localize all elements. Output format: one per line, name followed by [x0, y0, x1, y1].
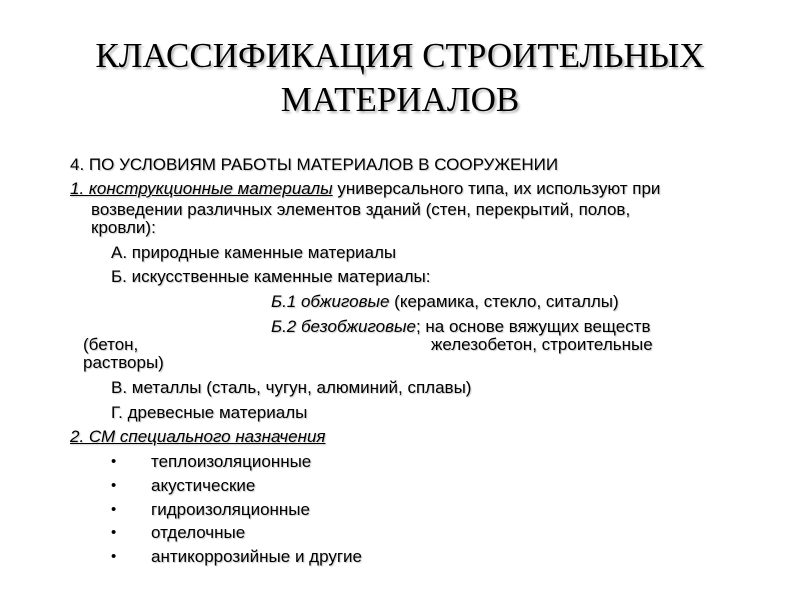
item1-term: 1. конструкционные материалы [70, 179, 333, 198]
list-item-label: теплоизоляционные [151, 452, 312, 471]
bullet-icon: • [111, 524, 117, 541]
slide-title [0, 34, 800, 122]
b2-mortars: растворы) [83, 353, 164, 372]
b1-line [271, 292, 619, 312]
bullet-icon: • [111, 453, 117, 470]
bullet-icon: • [111, 548, 117, 565]
item1-line2: возведении различных элементов зданий (стен, перекрытий, полов, [91, 200, 631, 219]
sub-v: В. металлы (сталь, чугун, алюминий, сплавы) [111, 378, 472, 397]
section-heading: 4. ПО УСЛОВИЯМ РАБОТЫ МАТЕРИАЛОВ В СООРУЖЕНИИ [70, 155, 559, 174]
list-item-label: акустические [151, 476, 256, 495]
sub-a: А. природные каменные материалы [111, 243, 397, 262]
b2-concrete: (бетон, [83, 335, 139, 354]
sub-g: Г. древесные материалы [111, 403, 308, 422]
item1-line3: кровли): [91, 218, 156, 237]
item1-desc-start: универсального типа, их используют при [332, 179, 661, 198]
item1-line1 [70, 179, 660, 199]
b2-reinforced: железобетон, строительные [431, 335, 653, 354]
title-line-1: КЛАССИФИКАЦИЯ СТРОИТЕЛЬНЫХ [95, 36, 705, 75]
list-item-label: гидроизоляционные [151, 500, 310, 519]
title-line-2: МАТЕРИАЛОВ [280, 80, 520, 119]
sub-b: Б. искусственные каменные материалы: [111, 267, 431, 286]
bullet-icon: • [111, 501, 117, 518]
item2-heading: 2. СМ специального назначения [70, 427, 326, 446]
b2-term: Б.2 безобжиговые [271, 317, 416, 336]
list-item-label: отделочные [151, 523, 246, 542]
bullet-icon: • [111, 477, 117, 494]
b2-line [271, 317, 650, 337]
b1-desc: (керамика, стекло, ситаллы) [389, 292, 619, 311]
b1-term: Б.1 обжиговые [271, 292, 390, 311]
list-item-label: антикоррозийные и другие [151, 547, 363, 566]
b2-desc: ; на основе вяжущих веществ [415, 317, 651, 336]
